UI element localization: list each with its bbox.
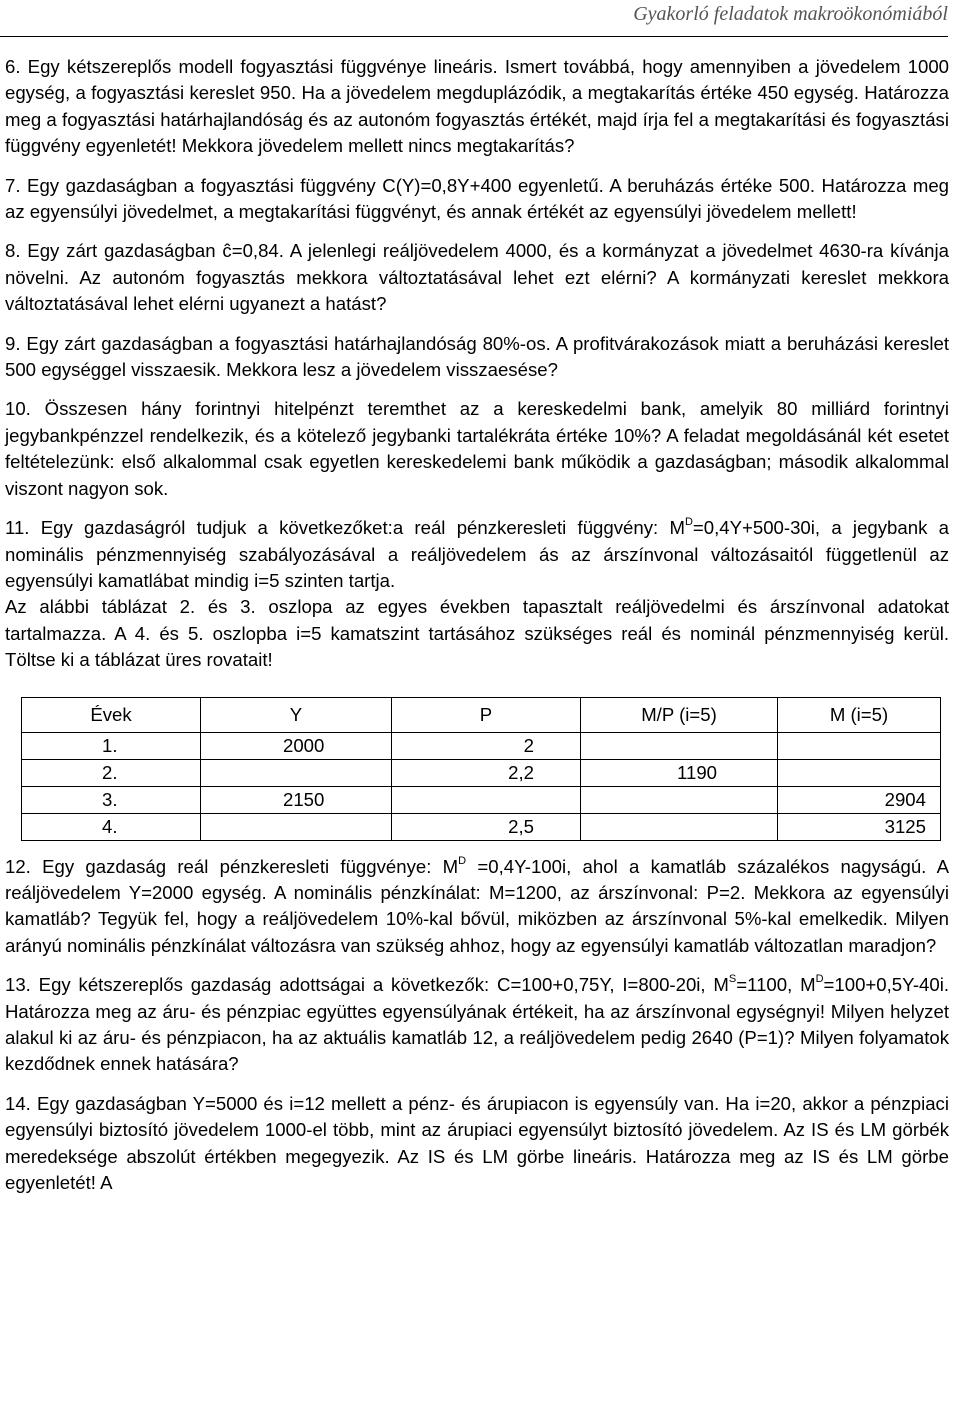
table-cell: 2,5: [392, 813, 581, 840]
table-cell: 2.: [22, 759, 201, 786]
problem-6: 6. Egy kétszereplős modell fogyasztási függvénye lineáris. Ismert továbbá, hogy amennyiben a jövedelem 1000 egység, a fogyasztási kereslet 950. Ha a jövedelem megduplázódik, a megtakarítás értéke 450 egység. Határozza meg a fogyasztási határhajlandóság és az autonóm fogyasztás értékét, majd írja fel a megtakarítási és fogyasztási függvény egyenletét! Mekkora jövedelem mellett nincs megtakarítás?: [5, 56, 949, 157]
problem-11-text-a: 11. Egy gazdaságról tudjuk a következőket:a reál pénzkeresleti függvény: M: [5, 517, 685, 539]
problem-12-text-a: 12. Egy gazdaság reál pénzkeresleti függvénye: M: [5, 855, 459, 877]
table-row: [22, 786, 941, 813]
problem-13: [5, 972, 949, 1078]
table-header-cell: Évek: [22, 697, 201, 732]
problem-13-superscript-d: D: [815, 973, 824, 986]
document-body: [5, 54, 949, 1209]
table-header-row: [22, 697, 941, 732]
table-cell: 4.: [22, 813, 201, 840]
problem-13-superscript-s: S: [728, 973, 737, 986]
problem-11-table-intro: Az alábbi táblázat 2. és 3. oszlopa az egyes években tapasztalt reáljövedelmi és árszínvonal adatokat tartalmazza. A 4. és 5. oszlopba i=5 kamatszint tartásához szükséges reál és nominál pénzmennyiség kerül. Töltse ki a táblázat üres rovatait!: [5, 596, 949, 671]
table-header-cell: P: [392, 697, 581, 732]
problem-11-superscript: D: [684, 516, 693, 529]
table-cell: 1190: [581, 759, 778, 786]
page-header: Gyakorló feladatok makroökonómiából: [0, 0, 948, 37]
table-cell: [581, 813, 778, 840]
problem-13-text-b: =1100, M: [736, 974, 816, 996]
table-cell: 3.: [22, 786, 201, 813]
table-cell: 3125: [778, 813, 941, 840]
table-header-cell: M (i=5): [778, 697, 941, 732]
table-row: [22, 813, 941, 840]
table-cell: [581, 786, 778, 813]
problem-12-superscript: D: [458, 854, 467, 867]
problem-11-text-b: =0,4Y+500-30i, a jegybank a nominális pénzmennyiség szabályozásával a reáljövedelem ás az árszínvonal változásaitól függetlenül az egyensúlyi kamatlábat mindig i=5 szinten tartja.: [5, 517, 949, 591]
table-cell: [201, 759, 392, 786]
table-cell: [581, 732, 778, 759]
table-header-cell: M/P (i=5): [581, 697, 778, 732]
table-cell: [201, 813, 392, 840]
table-cell: 2: [392, 732, 581, 759]
problem-12: [5, 854, 949, 960]
table-header-cell: Y: [201, 697, 392, 732]
table-cell: 2,2: [392, 759, 581, 786]
table-cell: [392, 786, 581, 813]
problem-7: 7. Egy gazdaságban a fogyasztási függvény C(Y)=0,8Y+400 egyenletű. A beruházás értéke 500. Határozza meg az egyensúlyi jövedelmet, a megtakarítási függvényt, és annak értékét az egyensúlyi jövedelem mellett!: [5, 174, 949, 223]
table-cell: [778, 732, 941, 759]
table-cell: 2904: [778, 786, 941, 813]
problem-12-text-b: =0,4Y-100i, ahol a kamatláb százalékos nagyságú. A reáljövedelem Y=2000 egység. A nominális pénzkínálat: M=1200, az árszínvonal: P=2. Mekkora az egyensúlyi kamatláb? Tegyük fel, hogy a reáljövedelem 10%-kal bővül, miközben az árszínvonal 5%-kal emelkedik. Milyen arányú nominális pénzkínálat változásra van szükség ahhoz, hogy az egyensúlyi kamatláb változatlan maradjon?: [5, 855, 949, 956]
problem-13-text-c: =100+0,5Y-40i. Határozza meg az áru- és pénzpiac együttes egyensúlyának értékeit, ha az árszínvonal egységnyi! Milyen helyzet alakul ki az áru- és pénzpiacon, ha az aktuális kamatláb 12, a reáljövedelem pedig 2640 (P=1)? Milyen folyamatok kezdődnek ennek hatására?: [5, 974, 949, 1075]
problem-8: 8. Egy zárt gazdaságban ĉ=0,84. A jelenlegi reáljövedelem 4000, és a kormányzat a jövedelmet 4630-ra kívánja növelni. Az autonóm fogyasztás mekkora változtatásával lehet ezt elérni? A kormányzati kereslet mekkora változtatásával lehet elérni ugyanezt a hatást?: [5, 240, 949, 315]
table-cell: 2150: [201, 786, 392, 813]
table-row: [22, 732, 941, 759]
data-table: [21, 697, 941, 841]
problem-14: 14. Egy gazdaságban Y=5000 és i=12 mellett a pénz- és árupiacon is egyensúly van. Ha i=20, akkor a pénzpiaci egyensúlyi biztosító jövedelem 1000-el több, mint az árupiaci egyensúlyt biztosító jövedelem. Az IS és LM görbék meredeksége abszolút értékben megegyezik. Az IS és LM görbe lineáris. Határozza meg az IS és LM görbe egyenletét! A: [5, 1092, 949, 1193]
problem-9: 9. Egy zárt gazdaságban a fogyasztási határhajlandóság 80%-os. A profitvárakozások miatt a beruházási kereslet 500 egységgel visszaesik. Mekkora lesz a jövedelem visszaesése?: [5, 332, 949, 381]
table-cell: [778, 759, 941, 786]
problem-13-text-a: 13. Egy kétszereplős gazdaság adottságai a következők: C=100+0,75Y, I=800-20i, M: [5, 974, 729, 996]
problem-11: [5, 515, 949, 594]
problem-10: 10. Összesen hány forintnyi hitelpénzt teremthet az a kereskedelmi bank, amelyik 80 milliárd forintnyi jegybankpénzzel rendelkezik, és a kötelező jegybanki tartalékráta értéke 10%? A feladat megoldásánál két esetet feltételezünk: első alkalommal csak egyetlen kereskedelemi bank működik a gazdaságban; második alkalommal viszont nagyon sok.: [5, 398, 949, 499]
table-cell: 2000: [201, 732, 392, 759]
table-row: [22, 759, 941, 786]
table-cell: 1.: [22, 732, 201, 759]
